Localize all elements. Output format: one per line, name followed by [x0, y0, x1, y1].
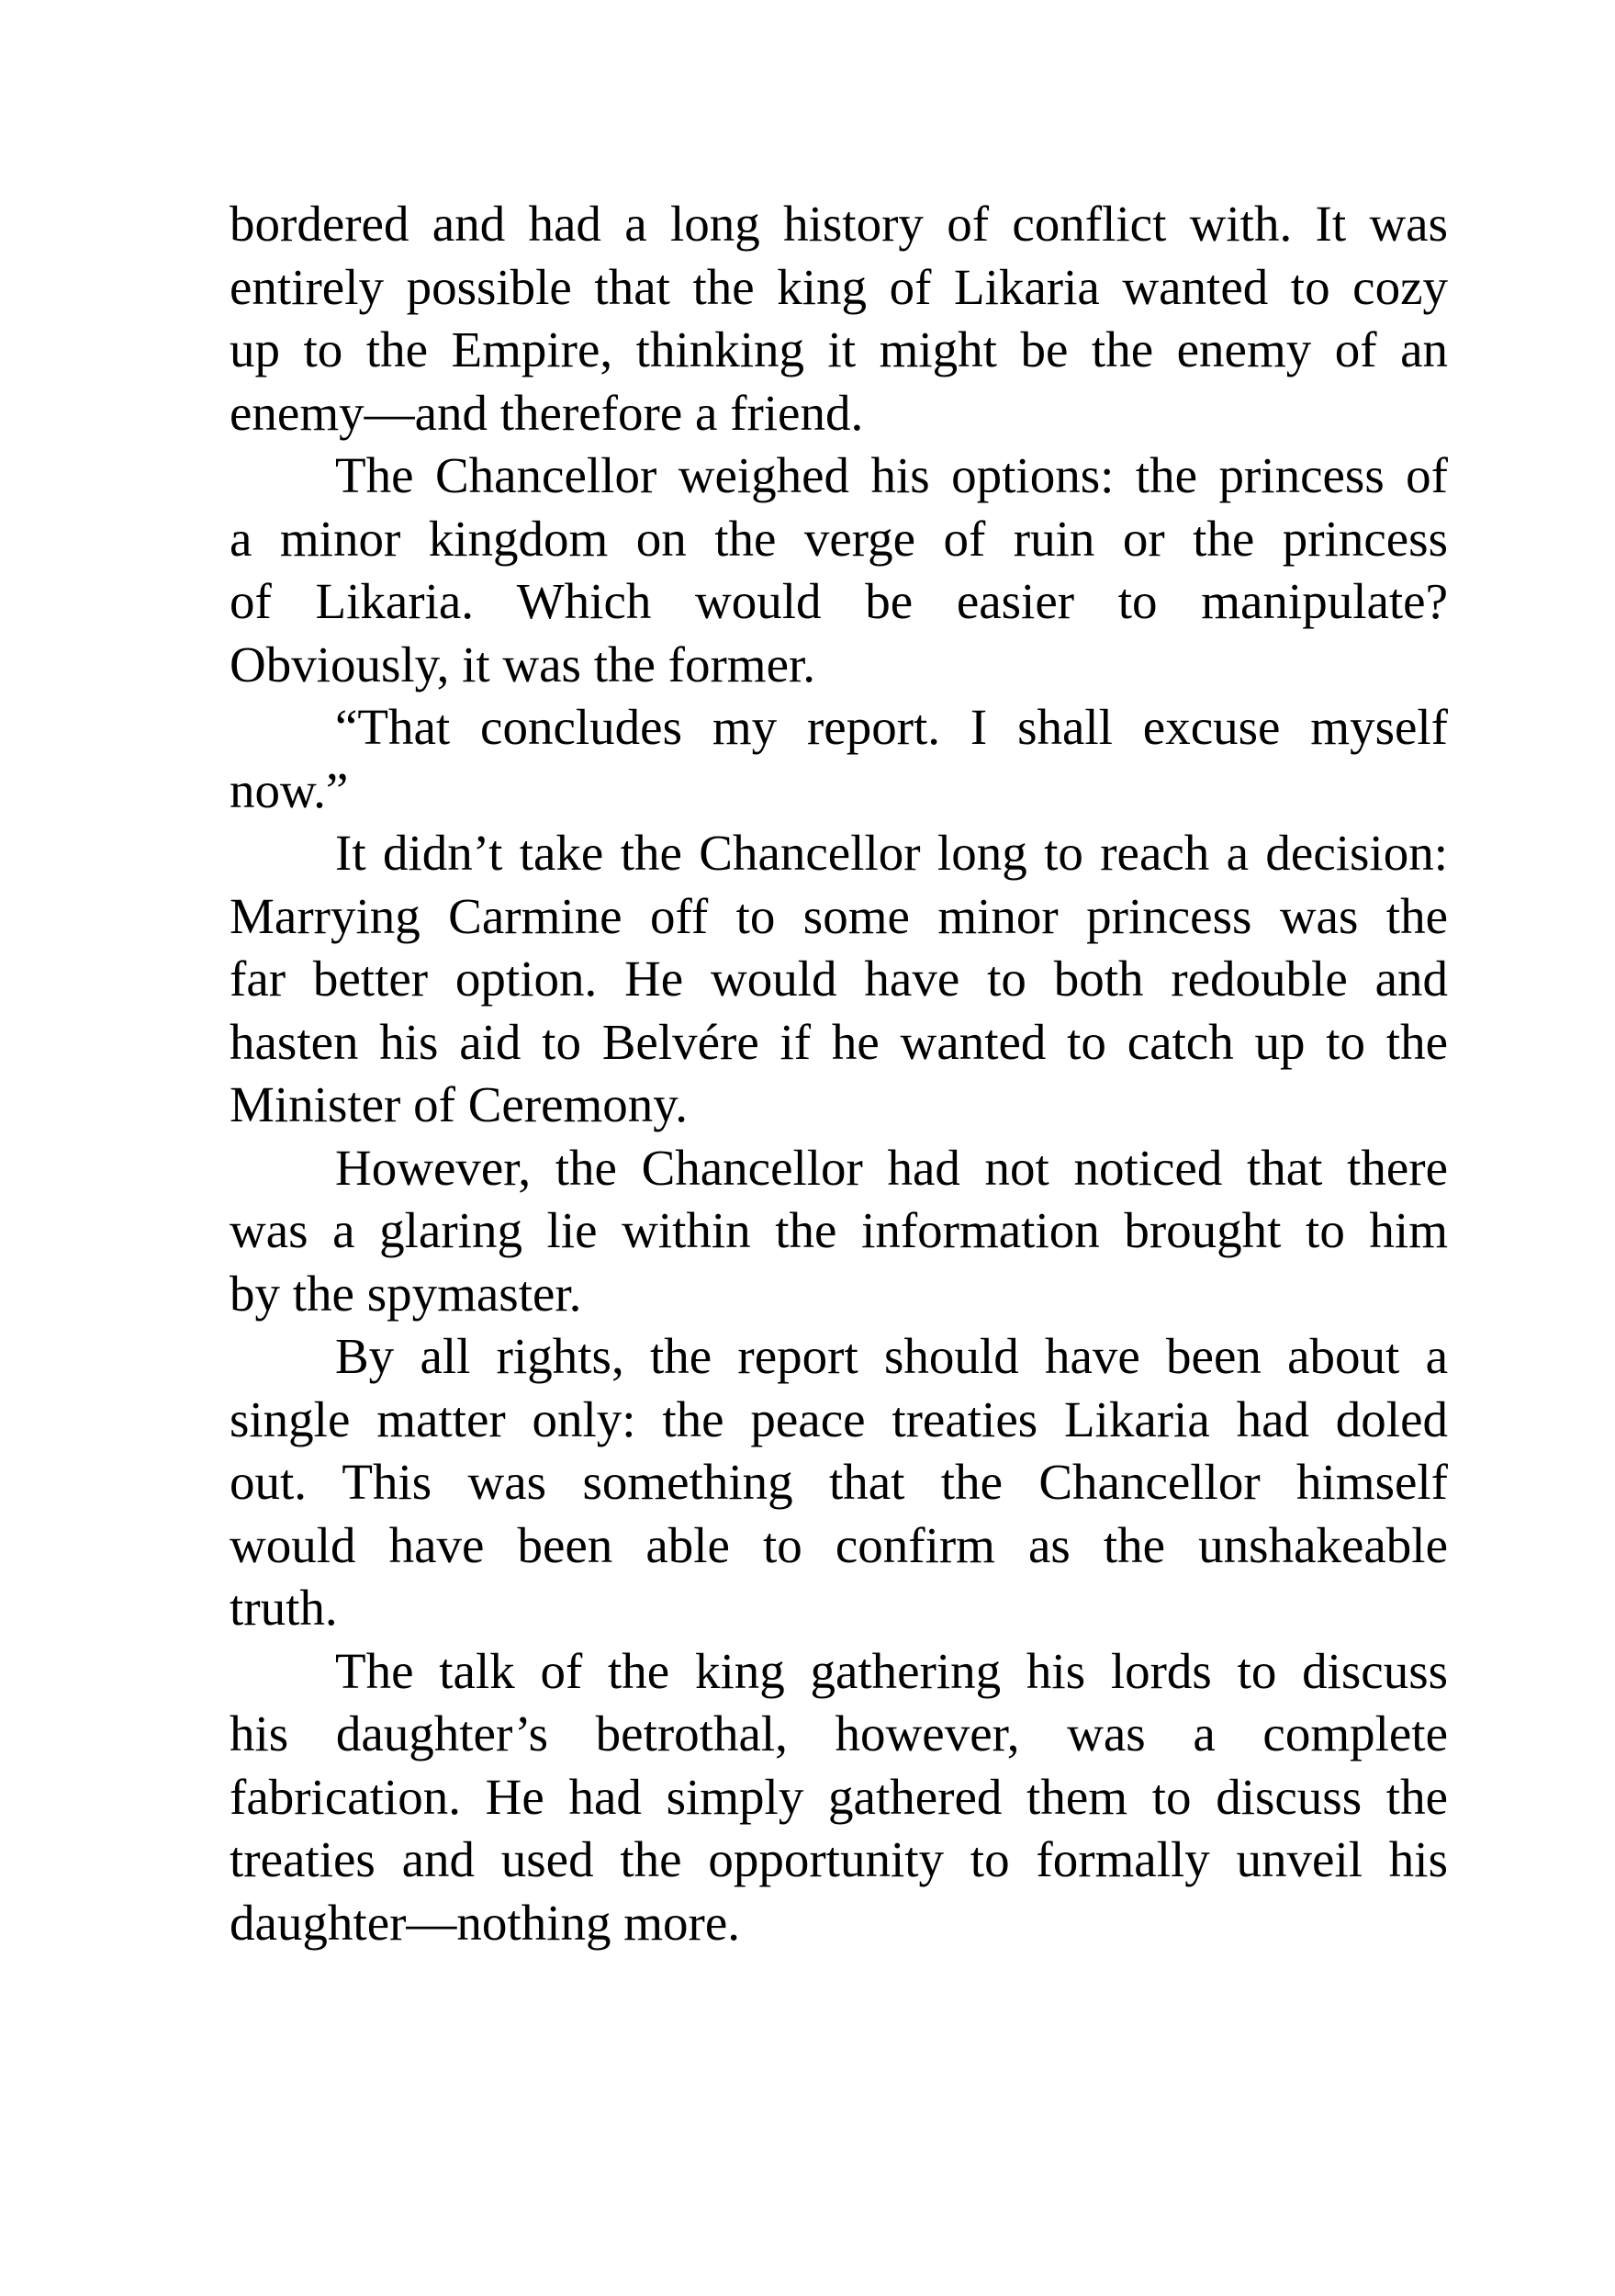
text-line: daughter—nothing more.	[230, 1894, 740, 1951]
text-line: truth.	[230, 1580, 338, 1636]
text-line: “That concludes my report. I shall excuse myself	[335, 699, 1448, 755]
text-line: It didn’t take the Chancellor long to reach a decision:	[335, 825, 1448, 881]
paragraph	[230, 1640, 1448, 1955]
text-line: treaties and used the opportunity to formally unveil his	[230, 1831, 1448, 1887]
paragraph	[230, 696, 1448, 822]
text-line: bordered and had a long history of conflict with. It was	[230, 196, 1448, 252]
text-line: Marrying Carmine off to some minor princess was the	[230, 887, 1448, 944]
text-line: of Likaria. Which would be easier to manipulate?	[230, 573, 1448, 629]
text-line: would have been able to confirm as the unshakeable	[230, 1516, 1448, 1573]
text-line: The talk of the king gathering his lords to discuss	[335, 1642, 1448, 1699]
text-line: single matter only: the peace treaties Likaria had doled	[230, 1390, 1448, 1447]
paragraph	[230, 1325, 1448, 1640]
text-line: by the spymaster.	[230, 1265, 582, 1322]
text-line: his daughter’s betrothal, however, was a complete	[230, 1705, 1448, 1761]
text-line: Obviously, it was the former.	[230, 636, 816, 692]
paragraph	[230, 1137, 1448, 1326]
text-block	[230, 193, 1448, 1954]
text-line: fabrication. He had simply gathered them to discuss the	[230, 1768, 1448, 1825]
text-line: up to the Empire, thinking it might be the enemy of an	[230, 321, 1448, 377]
text-line: was a glaring lie within the information brought to him	[230, 1202, 1448, 1258]
text-line: Minister of Ceremony.	[230, 1076, 688, 1132]
text-line: The Chancellor weighed his options: the princess of	[335, 447, 1448, 503]
text-line: a minor kingdom on the verge of ruin or the princess	[230, 510, 1448, 567]
paragraph	[230, 822, 1448, 1137]
text-line: By all rights, the report should have been about a	[335, 1328, 1448, 1384]
text-line: hasten his aid to Belvére if he wanted to catch up to the	[230, 1013, 1448, 1070]
paragraph	[230, 193, 1448, 445]
text-line: far better option. He would have to both redouble and	[230, 951, 1448, 1007]
text-line: entirely possible that the king of Likaria wanted to cozy	[230, 258, 1448, 315]
text-line: enemy—and therefore a friend.	[230, 384, 864, 441]
text-line: However, the Chancellor had not noticed that there	[335, 1139, 1448, 1196]
text-line: now.”	[230, 761, 349, 818]
text-line: out. This was something that the Chancellor himself	[230, 1454, 1448, 1510]
paragraph	[230, 445, 1448, 696]
